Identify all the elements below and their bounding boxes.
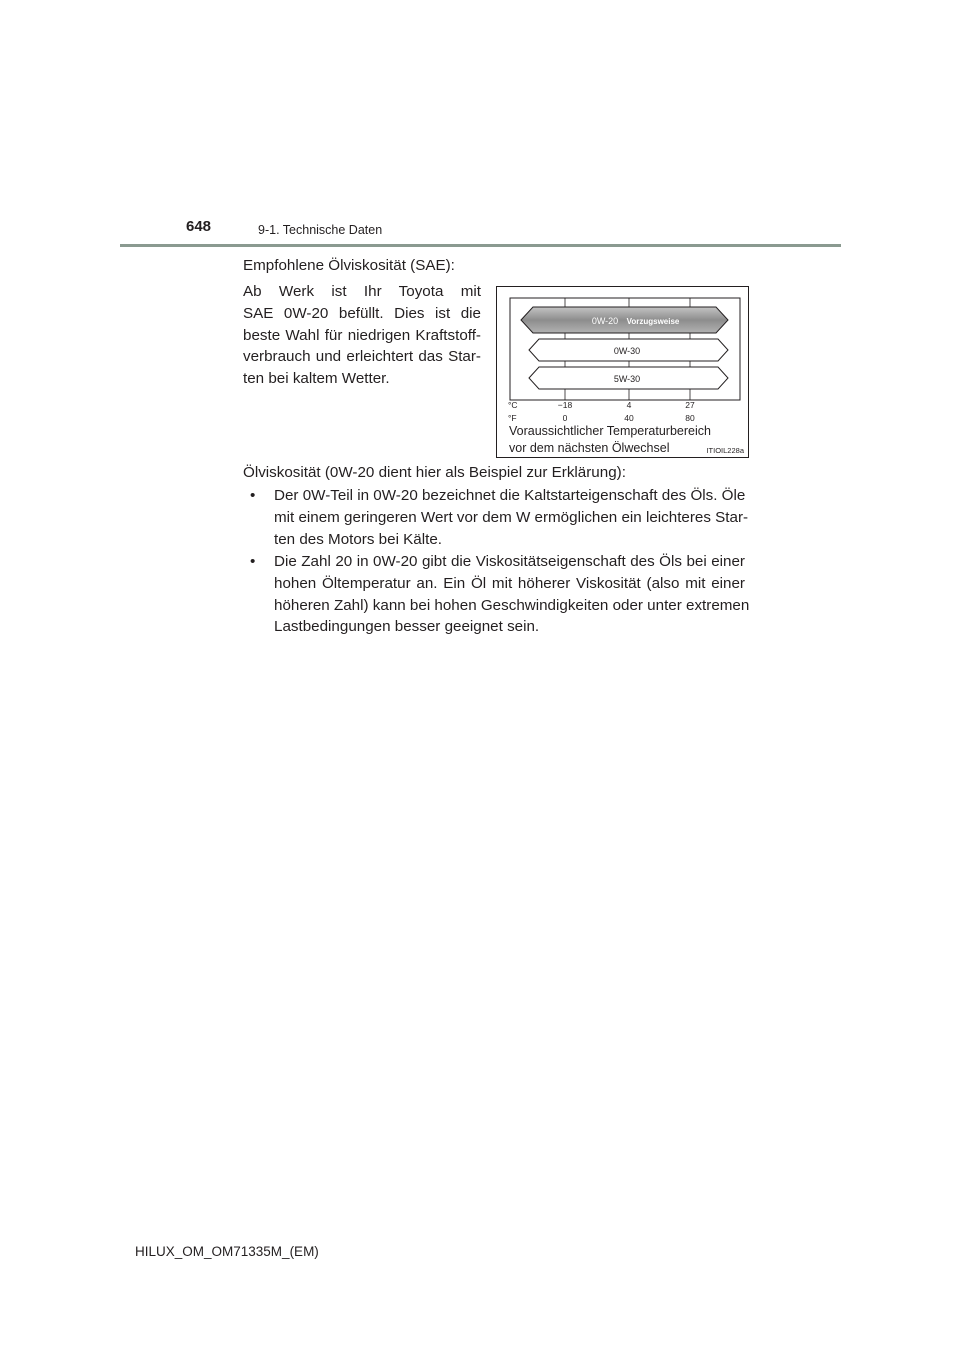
- intro-line: beste Wahl für niedrigen Kraftstoff-: [243, 326, 481, 344]
- document-code: HILUX_OM_OM71335M_(EM): [135, 1244, 319, 1259]
- bullet-marker: •: [250, 487, 256, 504]
- bar-0w20-grade: 0W-20: [591, 316, 619, 326]
- intro-paragraph: [243, 281, 481, 390]
- bar-0w20-note: Vorzugsweise: [626, 317, 680, 326]
- intro-line: Ab Werk ist Ihr Toyota mit: [243, 283, 481, 300]
- intro-line: SAE 0W-20 befüllt. Dies ist die: [243, 304, 481, 322]
- bar-0w20-arrow: [521, 307, 728, 333]
- bullet-text: [274, 485, 749, 550]
- figure-caption-line-1: Voraussichtlicher Temperaturbereich: [509, 424, 711, 438]
- bullet-line: Die Zahl 20 in 0W-20 gibt die Viskositätseigenschaft des Öls bei einer: [274, 553, 745, 570]
- celsius-tick: 4: [626, 400, 632, 410]
- bullet-line: mit einem geringeren Wert vor dem W ermöglichen ein leichteres Star-: [274, 508, 749, 526]
- bullet-line: hohen Öltemperatur an. Ein Öl mit höherer Viskosität (also mit einer: [274, 574, 745, 592]
- page-number: 648: [186, 218, 212, 235]
- bullet-line: ten des Motors bei Kälte.: [274, 530, 442, 548]
- bar-0w30-grade: 0W-30: [613, 346, 641, 356]
- recommended-viscosity-heading: Empfohlene Ölviskosität (SAE):: [243, 257, 455, 274]
- celsius-tick: −18: [557, 400, 573, 410]
- bar-5w30-grade: 5W-30: [613, 374, 641, 384]
- fahrenheit-unit-label: °F: [508, 413, 517, 423]
- fahrenheit-tick: 80: [685, 413, 695, 423]
- bullet-marker: •: [250, 553, 256, 570]
- viscosity-chart: [497, 287, 748, 457]
- celsius-tick: 27: [685, 400, 695, 410]
- section-title: 9-1. Technische Daten: [258, 223, 383, 237]
- fahrenheit-tick: 40: [624, 413, 634, 423]
- bullet-text: [274, 551, 750, 638]
- viscosity-temperature-figure: [496, 286, 749, 458]
- intro-line: ten bei kaltem Wetter.: [243, 370, 390, 388]
- bullet-line: Lastbedingungen besser geeignet sein.: [274, 618, 540, 636]
- bullet-line: höheren Zahl) kann bei hohen Geschwindigkeiten oder unter extremen: [274, 596, 750, 614]
- figure-id: ITIOIL228a: [706, 446, 744, 455]
- fahrenheit-tick: 0: [562, 413, 568, 423]
- celsius-unit-label: °C: [508, 400, 518, 410]
- header-divider: [120, 244, 841, 247]
- viscosity-explanation-heading: Ölviskosität (0W-20 dient hier als Beispiel zur Erklärung):: [243, 464, 626, 481]
- bullet-line: Der 0W-Teil in 0W-20 bezeichnet die Kaltstarteigenschaft des Öls. Öle: [274, 487, 746, 504]
- intro-line: verbrauch und erleichtert das Star-: [243, 348, 481, 366]
- figure-caption-line-2: vor dem nächsten Ölwechsel: [509, 441, 670, 455]
